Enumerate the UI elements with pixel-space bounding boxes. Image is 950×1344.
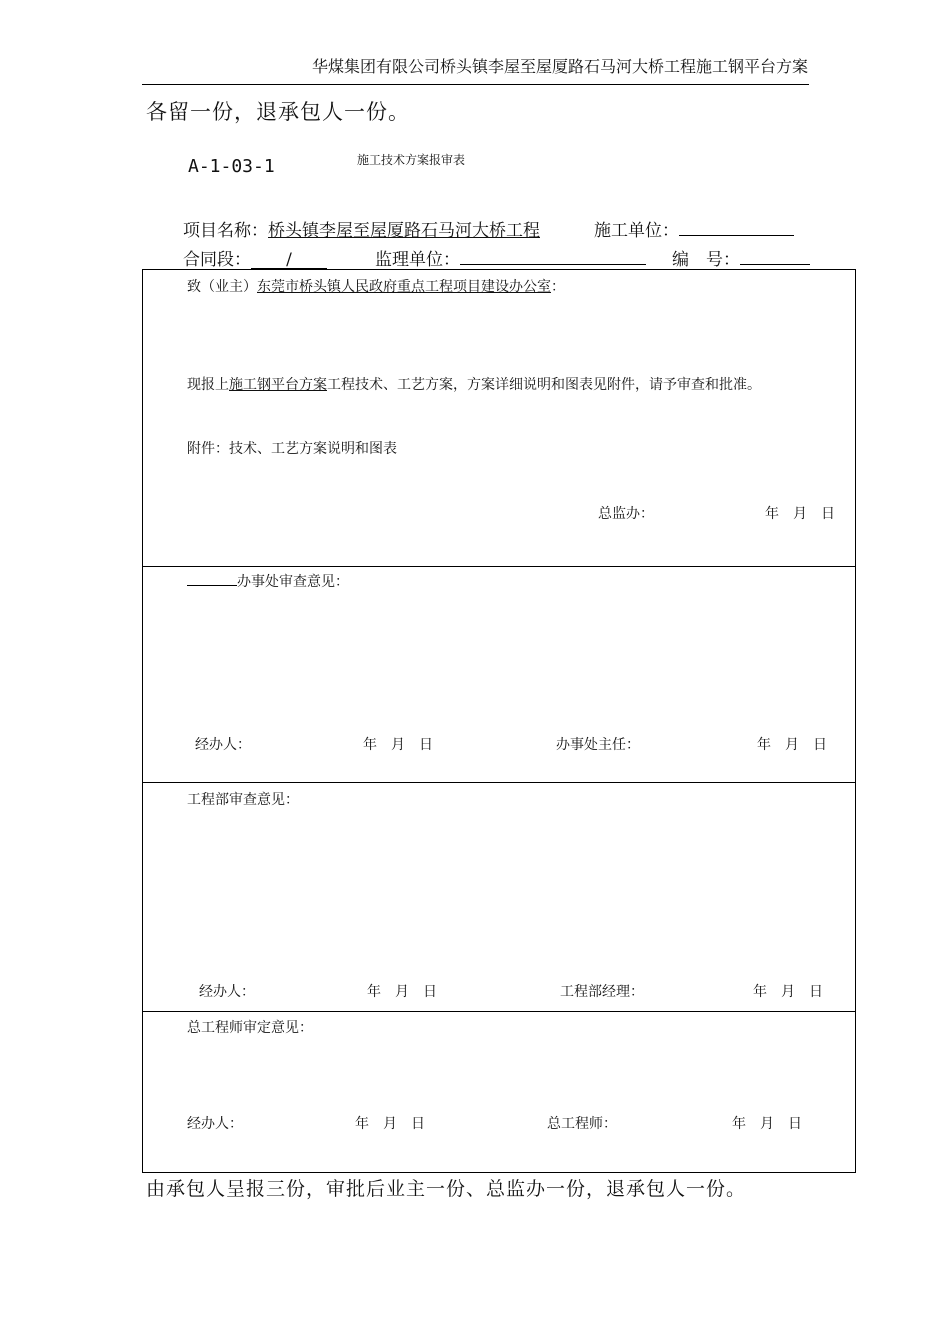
review-table [142, 269, 856, 1173]
engineering-review-label: 工程部审查意见： [187, 792, 299, 808]
chief-handler-label: 经办人： [187, 1116, 243, 1132]
office-handler-label: 经办人： [195, 737, 251, 753]
footer-note: 由承包人呈报三份，审批后业主一份、总监办一份，退承包人一份。 [146, 1178, 747, 1200]
contract-section-label: 合同段： [183, 250, 251, 270]
office-director-date: 年 月 日 [757, 737, 827, 753]
office-review-section [143, 566, 855, 782]
attachment-line: 附件：技术、工艺方案说明和图表 [187, 441, 397, 457]
office-review-blank [187, 571, 237, 586]
report-suffix: 工程技术、工艺方案，方案详细说明和图表见附件，请予审查和批准。 [327, 377, 761, 393]
engineering-handler-date: 年 月 日 [367, 984, 437, 1000]
chief-engineer-review-label: 总工程师审定意见： [187, 1020, 313, 1036]
office-review-label: 办事处审查意见： [237, 574, 349, 590]
supervisor-label: 监理单位： [375, 250, 460, 270]
engineering-manager-label: 工程部经理： [560, 984, 644, 1000]
project-name: 桥头镇李屋至屋厦路石马河大桥工程 [268, 221, 540, 241]
to-value: 东莞市桥头镇人民政府重点工程项目建设办公室 [257, 279, 551, 295]
contractor-label: 施工单位： [594, 221, 679, 241]
to-suffix: ： [551, 279, 565, 295]
contractor-blank [679, 217, 794, 236]
addressee-line [187, 276, 565, 296]
office-director-label: 办事处主任： [556, 737, 640, 753]
supervisor-blank [460, 246, 646, 265]
chief-engineer-date: 年 月 日 [732, 1116, 802, 1132]
project-label: 项目名称： [183, 221, 268, 241]
submission-date: 年 月 日 [765, 506, 835, 522]
contractor-row [594, 216, 794, 241]
engineering-review-section [143, 782, 855, 1011]
number-row [672, 245, 810, 270]
lead-text: 各留一份，退承包人一份。 [146, 100, 410, 124]
supervisor-row [375, 245, 646, 270]
chief-office-label: 总监办： [598, 506, 654, 522]
number-blank [740, 246, 810, 265]
chief-engineer-review-section [143, 1011, 855, 1172]
engineering-handler-label: 经办人： [199, 984, 255, 1000]
report-prefix: 现报上 [187, 377, 229, 393]
number-label: 编 号： [672, 250, 740, 270]
chief-handler-date: 年 月 日 [355, 1116, 425, 1132]
header-divider [142, 84, 809, 85]
office-review-label-line [187, 571, 349, 591]
form-title: 施工技术方案报审表 [357, 153, 466, 167]
engineering-manager-date: 年 月 日 [753, 984, 823, 1000]
office-handler-date: 年 月 日 [363, 737, 433, 753]
document-header-title: 华煤集团有限公司桥头镇李屋至屋厦路石马河大桥工程施工钢平台方案 [311, 57, 808, 76]
chief-engineer-label: 总工程师： [547, 1116, 617, 1132]
to-label: 致（业主） [187, 279, 257, 295]
report-line [187, 374, 761, 394]
contract-section-value: / [251, 250, 327, 269]
submission-section [143, 270, 855, 566]
project-row [183, 216, 540, 241]
report-subject: 施工钢平台方案 [229, 377, 327, 393]
contract-section-row [183, 245, 327, 270]
form-code: A-1-03-1 [188, 156, 275, 177]
